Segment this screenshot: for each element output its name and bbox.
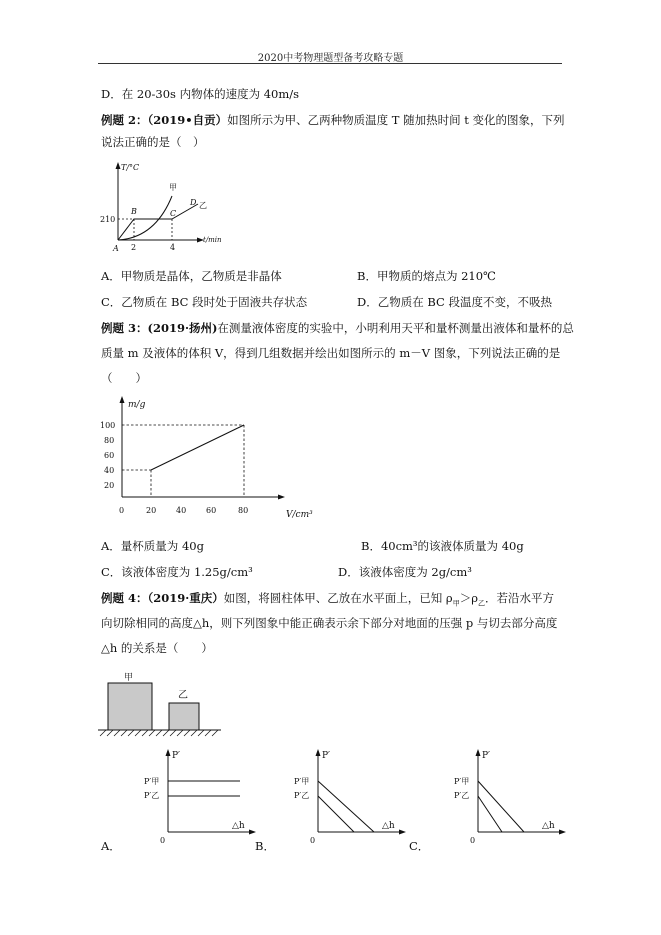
ex2-y-tick-210: 210 [100,215,116,224]
ex3-x-tick-40: 40 [176,506,187,515]
ex3-label: 例题 3： [101,321,148,335]
ex4-stem-c: ．若沿水平方 [484,591,554,605]
ex3-option-b: B．40cm³的该液体质量为 40g [361,539,524,553]
ex2-temperature-graph [100,158,230,253]
ex3-stem-line2: 质量 m 及液体的体积 V，得到几组数据并绘出如图所示的 m－V 图象，下列说法正确的是 [101,346,561,360]
ex3-x-tick-0: 0 [119,506,125,515]
ex4-option-c-label: C． [409,839,430,853]
ex4-c-p-yi: P′乙 [454,791,470,800]
ex4-stem-sub-jia: 甲 [452,599,460,608]
q1-option-d: D．在 20-30s 内物体的速度为 40m/s [101,87,300,101]
ex4-stem-line1 [101,590,554,611]
ex3-y-tick-40: 40 [104,466,115,475]
ex2-point-a: A [113,244,119,253]
ex4-block-yi [169,703,199,730]
ex2-source: （2019•自贡） [147,113,228,127]
page-header: 2020中考物理题型备考攻略专题 [257,53,404,64]
ex3-y-tick-20: 20 [104,481,115,490]
ex2-curve-jia [118,196,172,240]
ex3-x-tick-60: 60 [206,506,217,515]
ex4-stem-line2: 向切除相同的高度△h，则下列图象中能正确表示余下部分对地面的压强 p 与切去部分高度 [101,616,558,630]
ex2-x-tick-2: 2 [131,243,137,252]
ex3-stem-line1 [101,320,574,336]
ex4-b-p-jia: P′甲 [294,777,310,786]
ex2-curve-jia-label: 甲 [169,183,177,192]
ex4-stem-sub-yi: 乙 [477,599,485,608]
ex3-y-tick-100: 100 [100,421,116,430]
ex2-stem-line1 [101,112,565,128]
ex3-source: (2019·扬州) [147,321,218,335]
ex4-ground-hatching [100,730,218,736]
ex3-x-tick-20: 20 [146,506,157,515]
ex4-b-y-label: P′ [322,751,331,761]
ex4-b-p-yi: P′乙 [294,791,310,800]
ex3-stem: 在测量液体密度的实验中，小明利用天平和量杯测量出液体和量杯的总 [217,321,574,335]
ex2-x-label: t/min [203,236,222,244]
ex4-b-line-yi [318,796,354,832]
ex4-cylinders-figure [98,668,228,740]
ex4-a-x-arrow [249,830,256,835]
ex2-option-b: B．甲物质的熔点为 210℃ [357,269,496,283]
ex3-y-tick-60: 60 [104,451,115,460]
ex4-block-jia [108,683,152,730]
ex2-y-arrow [116,162,121,169]
ex3-option-c: C．该液体密度为 1.25g/cm³ [101,565,253,579]
ex3-x-label: V/cm³ [286,510,313,520]
ex3-y-label: m/g [128,400,146,410]
ex4-label: 例题 4： [101,591,148,605]
ex3-stem-line3: （ ） [101,371,147,385]
ex3-option-d: D．该液体密度为 2g/cm³ [338,565,472,579]
ex3-y-arrow [120,396,125,403]
ex3-data-line [151,425,244,470]
ex4-b-origin: 0 [310,836,316,845]
ex4-c-x-arrow [559,830,566,835]
ex3-x-tick-80: 80 [238,506,249,515]
ex4-graph-b [290,745,410,845]
ex2-stem: 如图所示为甲、乙两种物质温度 T 随加热时间 t 变化的图象，下列 [227,113,565,127]
ex4-stem-a: 如图，将圆柱体甲、乙放在水平面上，已知 ρ [223,591,453,605]
ex2-point-b: B [131,207,137,216]
ex2-option-a: A．甲物质是晶体，乙物质是非晶体 [101,269,282,283]
ex4-graph-a [140,745,260,845]
header-rule [98,63,562,64]
ex2-option-c: C．乙物质在 BC 段时处于固液共存状态 [101,295,308,309]
ex2-x-tick-4: 4 [170,243,176,252]
ex4-block-jia-label: 甲 [124,673,134,683]
ex2-option-d: D．乙物质在 BC 段温度不变，不吸热 [357,295,552,309]
ex4-graph-c [450,745,570,845]
ex3-x-arrow [278,495,285,500]
ex4-block-yi-label: 乙 [178,690,188,701]
ex4-c-y-label: P′ [482,751,491,761]
ex2-label: 例题 2： [101,113,148,127]
ex4-c-x-label: △h [542,821,555,831]
ex4-source: （2019·重庆） [147,591,224,605]
ex4-c-line-yi [478,796,502,832]
ex4-c-y-arrow [476,749,481,756]
ex2-curve-yi-label: 乙 [199,201,207,210]
ex2-point-c: C [170,209,177,218]
ex4-a-p-yi: P′乙 [144,791,160,800]
ex3-option-a: A．量杯质量为 40g [101,539,204,553]
ex4-stem-b: ＞ρ [459,591,478,605]
ex4-b-y-arrow [316,749,321,756]
ex2-point-d: D [190,198,197,207]
ex4-option-a-label: A． [101,839,121,853]
ex4-a-p-jia: P′甲 [144,777,160,786]
ex4-a-origin: 0 [160,836,166,845]
ex4-c-origin: 0 [470,836,476,845]
ex4-a-x-label: △h [232,821,245,831]
ex4-stem-line3: △h 的关系是（ ） [101,641,213,655]
ex2-y-label: T/°C [121,163,140,172]
ex2-curve-yi [118,204,198,240]
ex4-option-b-label: B． [255,839,275,853]
ex2-stem-line2: 说法正确的是（ ） [101,135,205,149]
ex3-y-tick-80: 80 [104,436,115,445]
ex3-mass-volume-graph [95,393,325,528]
ex4-b-x-arrow [399,830,406,835]
ex4-a-y-arrow [166,749,171,756]
ex4-c-p-jia: P′甲 [454,777,470,786]
ex4-a-y-label: P′ [172,751,181,761]
ex4-b-x-label: △h [382,821,395,831]
